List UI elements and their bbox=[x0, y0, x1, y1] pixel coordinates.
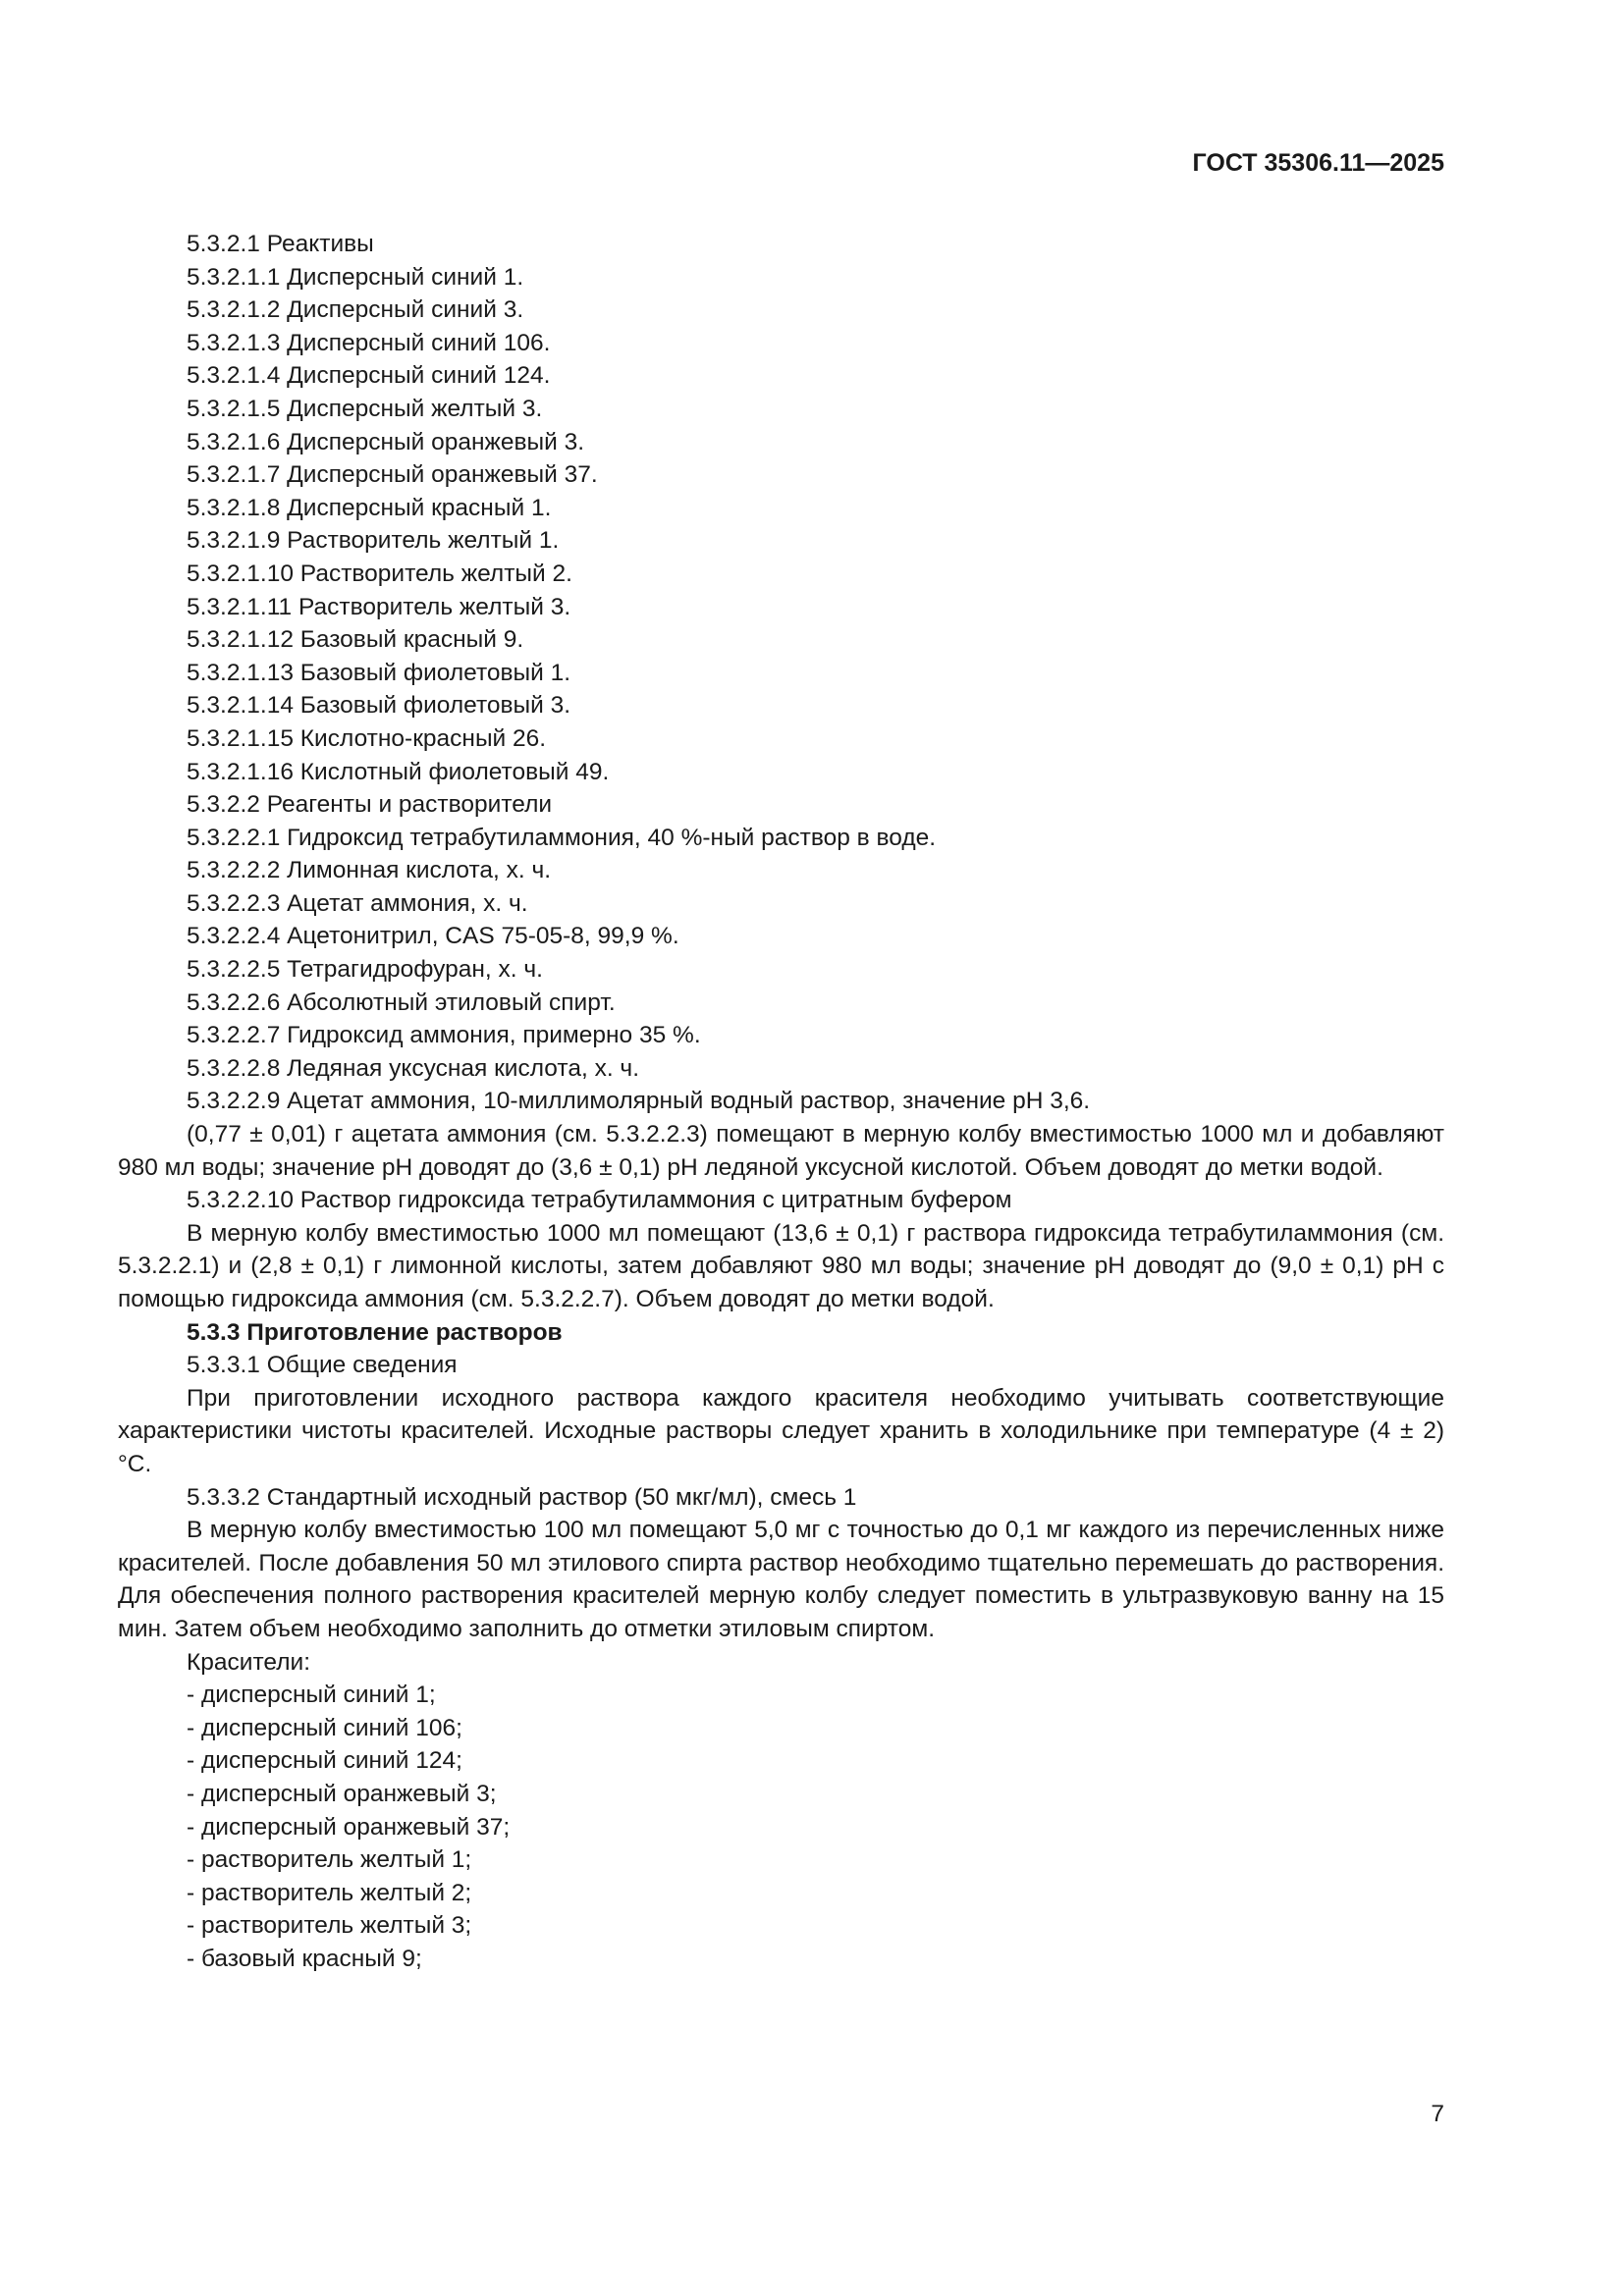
section-title: 5.3.2.2 Реагенты и растворители bbox=[187, 791, 553, 819]
paragraph: При приготовлении исходного раствора каждого красителя необходимо учитывать соответствующие характеристики чистоты красителей. Исходные растворы следует хранить в холодильнике при температуре (4 ± 2) °С. bbox=[118, 1384, 1444, 1477]
list-item: - базовый красный 9; bbox=[187, 1945, 422, 1972]
list-item: 5.3.2.1.7 Дисперсный оранжевый 37. bbox=[187, 461, 598, 489]
section-heading: 5.3.3 Приготовление растворов bbox=[187, 1318, 563, 1346]
list-item: 5.3.2.2.4 Ацетонитрил, CAS 75-05-8, 99,9 %. bbox=[187, 923, 679, 950]
list-item: 5.3.2.2.8 Ледяная уксусная кислота, х. ч. bbox=[187, 1054, 640, 1082]
list-item: 5.3.2.2.1 Гидроксид тетрабутиламмония, 40 %-ный раствор в воде. bbox=[187, 824, 937, 851]
list-item: 5.3.2.1.16 Кислотный фиолетовый 49. bbox=[187, 758, 610, 785]
list-item: 5.3.2.1.1 Дисперсный синий 1. bbox=[187, 263, 524, 291]
document-body bbox=[118, 228, 1444, 1975]
list-item: 5.3.2.2.2 Лимонная кислота, х. ч. bbox=[187, 857, 552, 884]
list-item: - дисперсный синий 106; bbox=[187, 1714, 462, 1741]
list-item: 5.3.2.1.10 Растворитель желтый 2. bbox=[187, 560, 572, 587]
list-item: 5.3.2.1.12 Базовый красный 9. bbox=[187, 626, 524, 654]
list-item: - растворитель желтый 2; bbox=[187, 1879, 472, 1906]
list-item: 5.3.2.2.3 Ацетат аммония, х. ч. bbox=[187, 889, 528, 917]
list-item: 5.3.2.2.6 Абсолютный этиловый спирт. bbox=[187, 988, 616, 1016]
document-id: ГОСТ 35306.11—2025 bbox=[1192, 149, 1444, 177]
section-title: 5.3.2.1 Реактивы bbox=[187, 231, 374, 257]
subsection-title: 5.3.3.2 Стандартный исходный раствор (50 мкг/мл), смесь 1 bbox=[187, 1483, 857, 1511]
subsection-title: 5.3.3.1 Общие сведения bbox=[187, 1352, 458, 1379]
list-item: 5.3.2.2.7 Гидроксид аммония, примерно 35 %. bbox=[187, 1022, 701, 1049]
list-item: - дисперсный оранжевый 3; bbox=[187, 1780, 497, 1807]
list-item: 5.3.2.1.2 Дисперсный синий 3. bbox=[187, 296, 524, 324]
dyes-label: Красители: bbox=[187, 1648, 311, 1676]
list-item: - дисперсный синий 1; bbox=[187, 1682, 436, 1709]
list-item: 5.3.2.1.8 Дисперсный красный 1. bbox=[187, 494, 552, 521]
paragraph: В мерную колбу вместимостью 100 мл помещают 5,0 мг с точностью до 0,1 мг каждого из перечисленных ниже красителей. После добавления 50 мл этилового спирта раствор необходимо тщательно перемешать до растворения. Для обеспечения полного растворения красителей мерную колбу следует поместить в ультразвуковую ванну на 15 мин. Затем объем необходимо заполнить до отметки этиловым спиртом. bbox=[118, 1517, 1444, 1642]
list-item: 5.3.2.2.9 Ацетат аммония, 10-миллимолярный водный раствор, значение pH 3,6. bbox=[187, 1088, 1091, 1115]
list-item: 5.3.2.2.5 Тетрагидрофуран, х. ч. bbox=[187, 956, 543, 984]
list-item: 5.3.2.1.9 Растворитель желтый 1. bbox=[187, 527, 560, 555]
list-item: - растворитель желтый 3; bbox=[187, 1912, 472, 1940]
list-item: 5.3.2.1.11 Растворитель желтый 3. bbox=[187, 593, 571, 620]
list-item: 5.3.2.1.13 Базовый фиолетовый 1. bbox=[187, 659, 571, 686]
list-item: 5.3.2.1.5 Дисперсный желтый 3. bbox=[187, 395, 543, 422]
page-number: 7 bbox=[1431, 2101, 1444, 2127]
list-item: 5.3.2.2.10 Раствор гидроксида тетрабутиламмония с цитратным буфером bbox=[187, 1187, 1012, 1214]
list-item: 5.3.2.1.15 Кислотно-красный 26. bbox=[187, 724, 547, 752]
list-item: - дисперсный синий 124; bbox=[187, 1747, 462, 1775]
list-item: 5.3.2.1.4 Дисперсный синий 124. bbox=[187, 362, 551, 390]
list-item: 5.3.2.1.6 Дисперсный оранжевый 3. bbox=[187, 428, 585, 455]
paragraph: (0,77 ± 0,01) г ацетата аммония (см. 5.3.2.2.3) помещают в мерную колбу вместимостью 1000 мл и добавляют 980 мл воды; значение pH доводят до (3,6 ± 0,1) pH ледяной уксусной кислотой. Объем доводят до метки водой. bbox=[118, 1121, 1444, 1181]
list-item: 5.3.2.1.14 Базовый фиолетовый 3. bbox=[187, 692, 571, 720]
list-item: 5.3.2.1.3 Дисперсный синий 106. bbox=[187, 329, 551, 356]
paragraph: В мерную колбу вместимостью 1000 мл помещают (13,6 ± 0,1) г раствора гидроксида тетрабутиламмония (см. 5.3.2.2.1) и (2,8 ± 0,1) г лимонной кислоты, затем добавляют 980 мл воды; значение pH доводят до (9,0 ± 0,1) pH с помощью гидроксида аммония (см. 5.3.2.2.7). Объем доводят до метки водой. bbox=[118, 1219, 1444, 1312]
list-item: - дисперсный оранжевый 37; bbox=[187, 1813, 511, 1841]
list-item: - растворитель желтый 1; bbox=[187, 1846, 472, 1874]
